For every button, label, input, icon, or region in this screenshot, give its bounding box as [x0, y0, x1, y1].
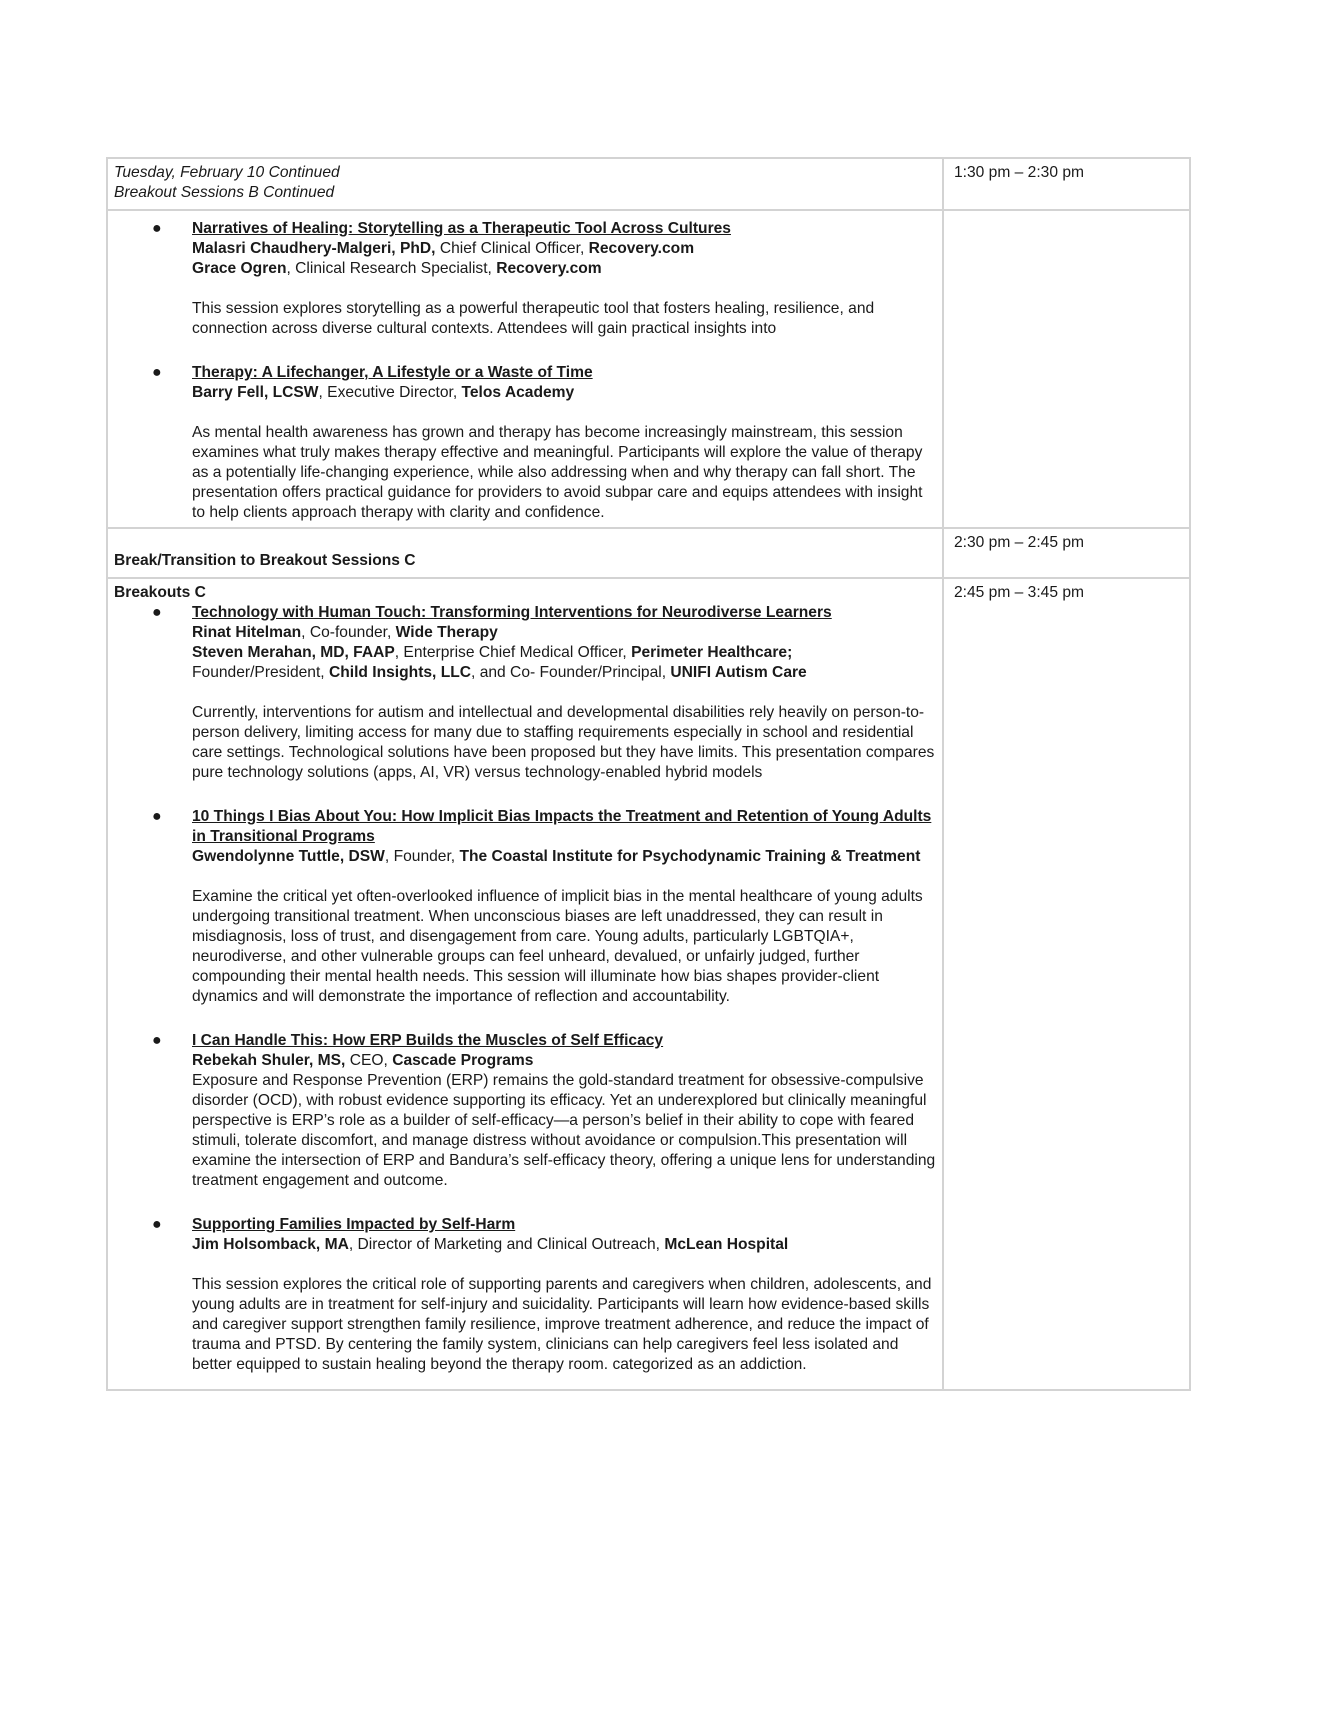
- time-cell: [943, 158, 1190, 210]
- speaker-name: Rinat Hitelman: [192, 624, 302, 641]
- speaker-role: , Co-founder,: [301, 624, 396, 641]
- speaker-org: Recovery.com: [588, 240, 695, 257]
- speaker-name: Barry Fell, LCSW: [192, 384, 319, 401]
- session-item: [114, 219, 936, 339]
- speaker-name: Grace Ogren: [192, 260, 287, 277]
- session-title: Technology with Human Touch: Transforming Interventions for Neurodiverse Learners: [192, 604, 832, 621]
- bullet-icon: ●: [152, 364, 162, 381]
- session-title: 10 Things I Bias About You: How Implicit Bias Impacts the Treatment and Retention of Young Adults in Transitional Programs: [192, 808, 932, 845]
- break-cell: [107, 528, 943, 578]
- session-title: I Can Handle This: How ERP Builds the Muscles of Self Efficacy: [192, 1032, 664, 1049]
- bullet-icon: ●: [152, 1032, 162, 1049]
- speaker-line: [192, 847, 936, 867]
- session-description: This session explores storytelling as a powerful therapeutic tool that fosters healing, resilience, and connection across diverse cultural contexts. Attendees will gain practical insights into: [192, 300, 875, 337]
- speaker-org: Perimeter Healthcare;: [631, 644, 793, 661]
- session-description: Examine the critical yet often-overlooked influence of implicit bias in the mental healthcare of young adults undergoing transitional treatment. When unconscious biases are left unaddressed, they can result in misdiagnosis, loss of trust, and disengagement from care. Young adults, particularly LGBTQIA+, neurodiverse, and other vulnerable groups can feel unheard, devalued, or unfairly judged, further compounding their mental health needs. This session will illuminate how bias shapes provider-client dynamics and will demonstrate the importance of reflection and accountability.: [192, 888, 923, 1005]
- speaker-role: , Clinical Research Specialist,: [286, 260, 497, 277]
- speaker-name: Rebekah Shuler, MS,: [192, 1052, 346, 1069]
- time-slot: 2:45 pm – 3:45 pm: [954, 584, 1085, 601]
- speaker-org: The Coastal Institute for Psychodynamic Training & Treatment: [459, 848, 921, 865]
- speaker-role: , Executive Director,: [318, 384, 462, 401]
- session-item: [114, 807, 936, 1007]
- speaker-line: [192, 383, 936, 403]
- break-label: Break/Transition to Breakout Sessions C: [114, 552, 416, 569]
- speaker-line: [192, 1235, 936, 1255]
- bullet-icon: ●: [152, 604, 162, 621]
- speaker-line: [192, 259, 936, 279]
- bullet-icon: ●: [152, 220, 162, 237]
- breakouts-heading: Breakouts C: [114, 584, 206, 601]
- bullet-icon: ●: [152, 1216, 162, 1233]
- breakout-b-cell: [107, 210, 943, 528]
- time-cell: [943, 578, 1190, 1390]
- speaker-role: , and Co- Founder/Principal,: [471, 664, 671, 681]
- session-description: Currently, interventions for autism and intellectual and developmental disabilities rely heavily on person-to-person delivery, limiting access for many due to staffing requirements especially in school and residential care settings. Technological solutions have been proposed but they have limits. This presentation compares pure technology solutions (apps, AI, VR) versus technology-enabled hybrid models: [192, 704, 935, 781]
- session-item: [114, 1031, 936, 1191]
- speaker-name: Gwendolynne Tuttle, DSW: [192, 848, 385, 865]
- breakout-b-row: [107, 210, 1190, 528]
- time-slot: 2:30 pm – 2:45 pm: [954, 534, 1085, 551]
- speaker-role: Chief Clinical Officer,: [435, 240, 589, 257]
- speaker-line: [192, 623, 936, 643]
- speaker-org: Telos Academy: [461, 384, 575, 401]
- session-heading: Breakout Sessions B Continued: [114, 184, 335, 201]
- session-description: Exposure and Response Prevention (ERP) remains the gold-standard treatment for obsessive-compulsive disorder (OCD), with robust evidence supporting its efficacy. Yet an underexplored but clinically meaningful perspective is ERP’s role as a builder of self-efficacy—a person’s belief in their ability to cope with feared stimuli, tolerate discomfort, and manage distress without avoidance or compulsion.This presentation will examine the intersection of ERP and Bandura’s self-efficacy theory, offering a unique lens for understanding treatment engagement and outcome.: [192, 1072, 936, 1189]
- time-cell: [943, 210, 1190, 528]
- speaker-role: , Founder,: [384, 848, 460, 865]
- speaker-role: , Director of Marketing and Clinical Outreach,: [348, 1236, 665, 1253]
- bullet-icon: ●: [152, 808, 162, 825]
- speaker-org: McLean Hospital: [664, 1236, 789, 1253]
- time-slot: 1:30 pm – 2:30 pm: [954, 164, 1085, 181]
- session-title: Supporting Families Impacted by Self-Harm: [192, 1216, 516, 1233]
- session-description: As mental health awareness has grown and therapy has become increasingly mainstream, this session examines what truly makes therapy effective and meaningful. Participants will explore the value of therapy as a potentially life-changing experience, while also addressing when and why therapy can fall short. The presentation offers practical guidance for providers to avoid subpar care and equips attendees with insight to help clients approach therapy with clarity and confidence.: [192, 424, 923, 521]
- breakout-c-row: [107, 578, 1190, 1390]
- speaker-org: Cascade Programs: [392, 1052, 534, 1069]
- speaker-org: UNIFI Autism Care: [670, 664, 807, 681]
- speaker-org: Wide Therapy: [395, 624, 498, 641]
- header-row: [107, 158, 1190, 210]
- session-description: This session explores the critical role of supporting parents and caregivers when children, adolescents, and young adults are in treatment for self-injury and suicidality. Participants will learn how evidence-based skills and caregiver support strengthen family resilience, improve treatment adherence, and reduce the impact of trauma and PTSD. By centering the family system, clinicians can help caregivers feel less isolated and better equipped to sustain healing beyond the therapy room. categorized as an addiction.: [192, 1276, 932, 1373]
- session-title: Narratives of Healing: Storytelling as a Therapeutic Tool Across Cultures: [192, 220, 731, 237]
- speaker-role: Founder/President,: [192, 664, 329, 681]
- speaker-name: Jim Holsomback, MA: [192, 1236, 349, 1253]
- schedule-table: [106, 157, 1191, 1391]
- breakout-c-cell: [107, 578, 943, 1390]
- speaker-line: [192, 1051, 936, 1071]
- day-heading: Tuesday, February 10 Continued: [114, 164, 340, 181]
- speaker-name: Malasri Chaudhery-Malgeri, PhD,: [192, 240, 436, 257]
- speaker-org: Child Insights, LLC: [328, 664, 472, 681]
- session-item: [114, 603, 936, 783]
- speaker-role: , Enterprise Chief Medical Officer,: [394, 644, 632, 661]
- speaker-role: CEO,: [345, 1052, 393, 1069]
- speaker-line: [192, 643, 936, 683]
- session-item: [114, 1215, 936, 1375]
- session-title: Therapy: A Lifechanger, A Lifestyle or a Waste of Time: [192, 364, 593, 381]
- speaker-name: Steven Merahan, MD, FAAP: [192, 644, 395, 661]
- day-heading-cell: [107, 158, 943, 210]
- time-cell: [943, 528, 1190, 578]
- speaker-org: Recovery.com: [496, 260, 602, 277]
- break-row: [107, 528, 1190, 578]
- session-item: [114, 363, 936, 523]
- speaker-line: [192, 239, 936, 259]
